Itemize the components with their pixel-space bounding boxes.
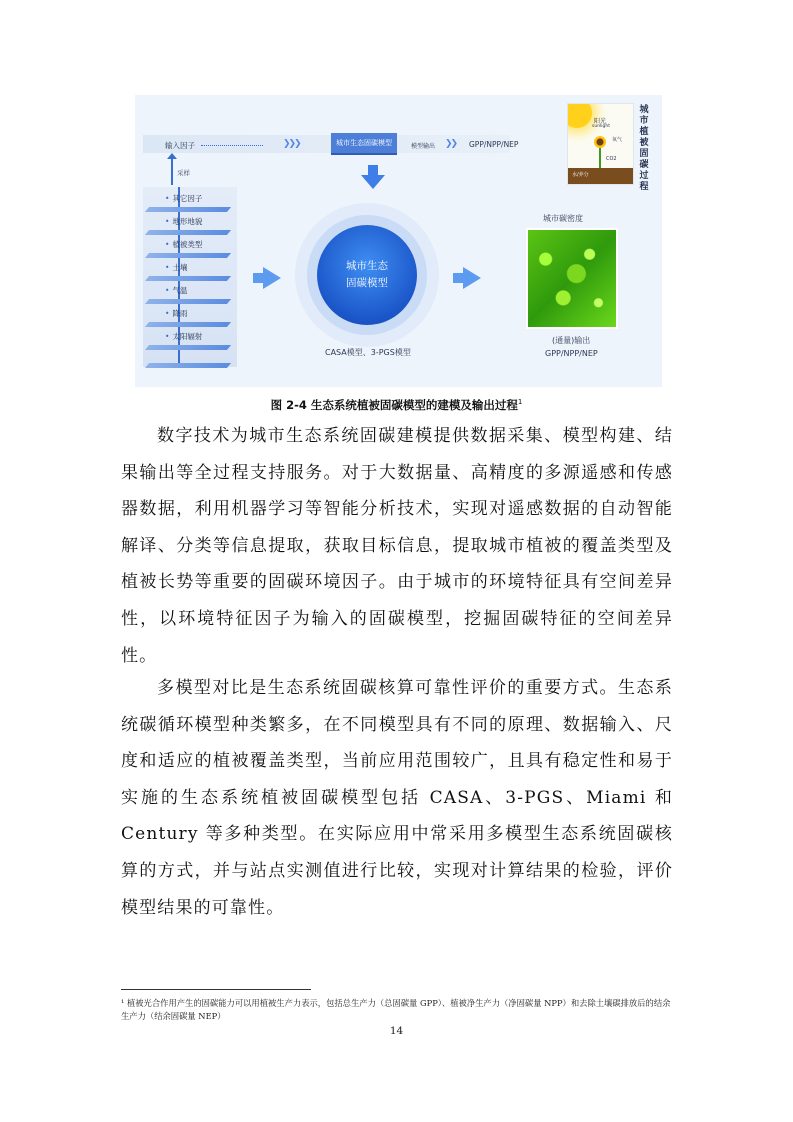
figure: [135, 95, 662, 387]
center-model-line1: 城市生态: [346, 260, 388, 272]
chevron-arrow-icon: ❯❯❯: [283, 139, 300, 149]
stem-icon: [599, 148, 601, 168]
density-label: 城市碳密度: [543, 214, 583, 223]
factor-strip: [145, 253, 231, 258]
arrow-down-icon: [361, 175, 385, 189]
carbon-density-map: [526, 228, 618, 329]
factor-panel: [143, 187, 237, 367]
factor-strip: [145, 207, 231, 212]
paragraph-1: 数字技术为城市生态系统固碳建模提供数据采集、模型构建、结果输出等全过程支持服务。对于大数据量、高精度的多源遥感和传感器数据，利用机器学习等智能分析技术，实现对遥感数据的自动智能解译、分类等信息提取，获取目标信息，提取城市植被的覆盖类型及植被长势等重要的固碳环境因子。由于城市的环境特征具有空间差异性，以环境特征因子为输入的固碳模型，挖掘固碳特征的空间差异性。: [121, 426, 673, 666]
co2-label: CO2: [606, 156, 617, 162]
center-model-subtitle: CASA模型、3-PGS模型: [325, 348, 411, 357]
caption-footnote-mark: 1: [517, 398, 523, 407]
factor-label: 植被类型: [172, 240, 203, 249]
sun-label-en: sunlight: [592, 124, 611, 129]
factor-label: 其它因子: [172, 194, 203, 203]
factor-label: 降雨: [172, 309, 188, 318]
output-line1: (通量)输出: [552, 336, 591, 345]
bullet-icon: •: [165, 194, 170, 203]
page-number: 14: [389, 1025, 404, 1037]
factor-item: [165, 216, 202, 227]
factor-label: 土壤: [172, 263, 188, 272]
sun-label: 阳光: [594, 118, 607, 125]
bullet-icon: •: [165, 217, 170, 226]
factor-item: [165, 308, 187, 319]
flower-icon: [594, 136, 606, 148]
arrow-right-stem: [453, 273, 463, 283]
side-title: 城市植被固碳过程: [639, 105, 649, 192]
bullet-icon: •: [165, 332, 170, 341]
footnote: ¹ 植被光合作用产生的固碳能力可以用植被生产力表示，包括总生产力（总固碳量 GPP）、植被净生产力（净固碳量 NPP）和去除土壤碳排放后的结余生产力（结余固碳量 NEP）: [121, 998, 671, 1021]
photosynthesis-illustration: [567, 103, 634, 185]
factor-label: 地形地貌: [172, 217, 203, 226]
output-line2: GPP/NPP/NEP: [545, 349, 598, 358]
paragraph-2: 多模型对比是生态系统固碳核算可靠性评价的重要方式。生态系统碳循环模型种类繁多，在不同模型具有不同的原理、数据输入、尺度和适应的植被覆盖类型，当前应用范围较广，且具有稳定性和易于实施的生态系统植被固碳模型包括 CASA、3-PGS、Miami 和Century 等多种类型。在实际应用中常采用多模型生态系统固碳核算的方式，并与站点实测值进行比较，实现对计算结果的检验，评价模型结果的可靠性。: [121, 678, 673, 918]
model-output-label: 模型输出: [411, 143, 436, 150]
model-box: 城市生态固碳模型: [331, 133, 397, 153]
bullet-icon: •: [165, 263, 170, 272]
arrow-right-stem: [253, 273, 263, 283]
dotted-line: [201, 145, 263, 146]
sample-label: 采样: [177, 169, 190, 177]
sun-icon: [567, 103, 592, 128]
factor-strip: [145, 276, 231, 281]
arrow-up-icon: [167, 153, 177, 159]
factor-item: [165, 193, 202, 204]
factor-strip: [145, 363, 231, 368]
factor-item: [165, 262, 187, 273]
bullet-icon: •: [165, 309, 170, 318]
factor-strip: [145, 345, 231, 350]
caption-text: 图 2-4 生态系统植被固碳模型的建模及输出过程: [270, 398, 518, 412]
factor-label: 气温: [172, 286, 188, 295]
arrow-down-stem: [368, 165, 378, 175]
factor-item: [165, 331, 202, 342]
arrow-right-icon: [463, 267, 481, 289]
factor-strip: [145, 299, 231, 304]
soil: [568, 168, 633, 184]
center-model-circle: [317, 225, 417, 325]
output-top-label: GPP/NPP/NEP: [469, 140, 519, 149]
chevron-arrow-icon: ❯❯: [445, 139, 457, 149]
factor-label: 太阳辐射: [172, 332, 203, 341]
input-factor-label: 输入因子: [165, 141, 195, 150]
bullet-icon: •: [165, 240, 170, 249]
arrow-right-icon: [263, 267, 281, 289]
factor-strip: [145, 230, 231, 235]
factor-item: [165, 285, 187, 296]
sample-arrow: [171, 155, 173, 185]
water-label: 水/养分: [572, 172, 589, 178]
factor-item: [165, 239, 202, 250]
footnote-divider: [121, 989, 311, 990]
bullet-icon: •: [165, 286, 170, 295]
center-model-line2: 固碳模型: [346, 277, 388, 289]
factor-strip: [145, 322, 231, 327]
o2-label: 氧气: [612, 137, 623, 143]
